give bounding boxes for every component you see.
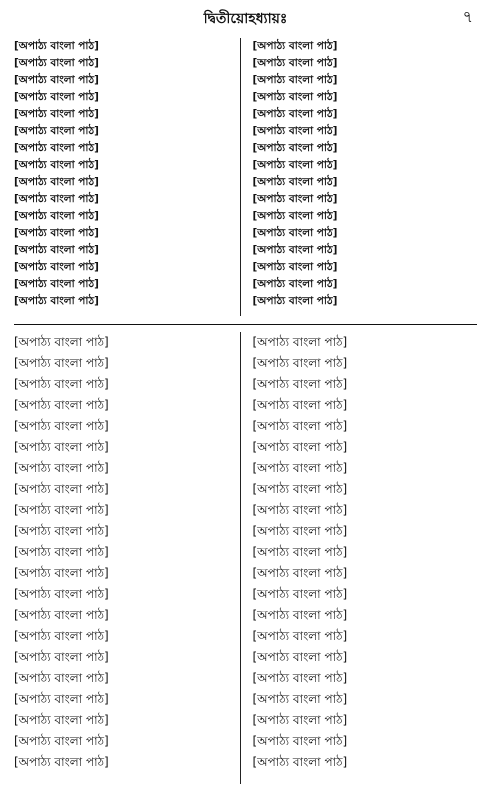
prose-line: [অপাঠ্য বাংলা পাঠ] xyxy=(252,524,348,538)
verse-block xyxy=(14,38,477,316)
verse-line: [অপাঠ্য বাংলা পাঠ] xyxy=(14,278,99,290)
prose-line: [অপাঠ্য বাংলা পাঠ] xyxy=(14,692,109,706)
prose-line: [অপাঠ্য বাংলা পাঠ] xyxy=(252,419,348,433)
prose-line: [অপাঠ্য বাংলা পাঠ] xyxy=(14,377,109,391)
verse-line: [অপাঠ্য বাংলা পাঠ] xyxy=(14,210,99,222)
verse-line: [অপাঠ্য বাংলা পাঠ] xyxy=(14,244,99,256)
prose-line: [অপাঠ্য বাংলা পাঠ] xyxy=(14,608,109,622)
prose-line: [অপাঠ্য বাংলা পাঠ] xyxy=(14,356,109,370)
prose-line: [অপাঠ্য বাংলা পাঠ] xyxy=(14,566,109,580)
prose-line: [অপাঠ্য বাংলা পাঠ] xyxy=(14,440,109,454)
prose-line: [অপাঠ্য বাংলা পাঠ] xyxy=(252,356,348,370)
verse-line: [অপাঠ্য বাংলা পাঠ] xyxy=(252,40,338,52)
prose-line: [অপাঠ্য বাংলা পাঠ] xyxy=(14,545,109,559)
verse-line: [অপাঠ্য বাংলা পাঠ] xyxy=(14,57,99,69)
prose-line: [অপাঠ্য বাংলা পাঠ] xyxy=(252,734,348,748)
verse-line: [অপাঠ্য বাংলা পাঠ] xyxy=(14,142,99,154)
prose-line: [অপাঠ্য বাংলা পাঠ] xyxy=(14,335,109,349)
prose-line: [অপাঠ্য বাংলা পাঠ] xyxy=(14,755,109,769)
prose-line: [অপাঠ্য বাংলা পাঠ] xyxy=(252,440,348,454)
prose-line: [অপাঠ্য বাংলা পাঠ] xyxy=(14,587,109,601)
prose-line: [অপাঠ্য বাংলা পাঠ] xyxy=(252,587,348,601)
verse-line: [অপাঠ্য বাংলা পাঠ] xyxy=(252,125,338,137)
prose-line: [অপাঠ্য বাংলা পাঠ] xyxy=(252,692,348,706)
prose-line: [অপাঠ্য বাংলা পাঠ] xyxy=(14,734,109,748)
prose-line: [অপাঠ্য বাংলা পাঠ] xyxy=(252,566,348,580)
verse-line: [অপাঠ্য বাংলা পাঠ] xyxy=(14,261,99,273)
prose-line: [অপাঠ্য বাংলা পাঠ] xyxy=(14,461,109,475)
verse-line: [অপাঠ্য বাংলা পাঠ] xyxy=(14,227,99,239)
verse-column-left xyxy=(14,38,241,316)
verse-line: [অপাঠ্য বাংলা পাঠ] xyxy=(252,210,338,222)
verse-line: [অপাঠ্য বাংলা পাঠ] xyxy=(14,125,99,137)
prose-line: [অপাঠ্য বাংলা পাঠ] xyxy=(252,713,348,727)
verse-line: [অপাঠ্য বাংলা পাঠ] xyxy=(252,193,338,205)
verse-line: [অপাঠ্য বাংলা পাঠ] xyxy=(252,108,338,120)
verse-line: [অপাঠ্য বাংলা পাঠ] xyxy=(14,91,99,103)
verse-line: [অপাঠ্য বাংলা পাঠ] xyxy=(252,57,338,69)
prose-line: [অপাঠ্য বাংলা পাঠ] xyxy=(14,398,109,412)
prose-line: [অপাঠ্য বাংলা পাঠ] xyxy=(14,629,109,643)
prose-line: [অপাঠ্য বাংলা পাঠ] xyxy=(14,419,109,433)
prose-line: [অপাঠ্য বাংলা পাঠ] xyxy=(252,608,348,622)
prose-block xyxy=(14,332,477,784)
verse-line: [অপাঠ্য বাংলা পাঠ] xyxy=(14,193,99,205)
verse-column-right xyxy=(251,38,478,316)
verse-line: [অপাঠ্য বাংলা পাঠ] xyxy=(14,176,99,188)
running-title: দ্বিতীয়োহধ্যায়ঃ xyxy=(203,11,288,27)
prose-column-left xyxy=(14,332,241,784)
prose-line: [অপাঠ্য বাংলা পাঠ] xyxy=(252,398,348,412)
prose-line: [অপাঠ্য বাংলা পাঠ] xyxy=(252,482,348,496)
verse-line: [অপাঠ্য বাংলা পাঠ] xyxy=(252,91,338,103)
prose-line: [অপাঠ্য বাংলা পাঠ] xyxy=(252,629,348,643)
prose-line: [অপাঠ্য বাংলা পাঠ] xyxy=(14,503,109,517)
verse-line: [অপাঠ্য বাংলা পাঠ] xyxy=(14,40,99,52)
verse-line: [অপাঠ্য বাংলা পাঠ] xyxy=(252,159,338,171)
section-divider xyxy=(14,324,477,325)
verse-line: [অপাঠ্য বাংলা পাঠ] xyxy=(252,244,338,256)
prose-line: [অপাঠ্য বাংলা পাঠ] xyxy=(252,461,348,475)
running-header xyxy=(14,8,477,32)
prose-line: [অপাঠ্য বাংলা পাঠ] xyxy=(14,671,109,685)
verse-line: [অপাঠ্য বাংলা পাঠ] xyxy=(252,74,338,86)
prose-line: [অপাঠ্য বাংলা পাঠ] xyxy=(252,377,348,391)
verse-line: [অপাঠ্য বাংলা পাঠ] xyxy=(252,261,338,273)
prose-line: [অপাঠ্য বাংলা পাঠ] xyxy=(252,503,348,517)
prose-line: [অপাঠ্য বাংলা পাঠ] xyxy=(14,482,109,496)
prose-line: [অপাঠ্য বাংলা পাঠ] xyxy=(252,650,348,664)
prose-line: [অপাঠ্য বাংলা পাঠ] xyxy=(14,713,109,727)
prose-line: [অপাঠ্য বাংলা পাঠ] xyxy=(252,671,348,685)
verse-line: [অপাঠ্য বাংলা পাঠ] xyxy=(14,295,99,307)
prose-column-right xyxy=(251,332,478,784)
page-number: ৭ xyxy=(462,7,473,26)
prose-line: [অপাঠ্য বাংলা পাঠ] xyxy=(252,545,348,559)
verse-line: [অপাঠ্য বাংলা পাঠ] xyxy=(252,176,338,188)
prose-line: [অপাঠ্য বাংলা পাঠ] xyxy=(252,755,348,769)
verse-line: [অপাঠ্য বাংলা পাঠ] xyxy=(14,74,99,86)
verse-line: [অপাঠ্য বাংলা পাঠ] xyxy=(252,278,338,290)
verse-line: [অপাঠ্য বাংলা পাঠ] xyxy=(252,142,338,154)
verse-line: [অপাঠ্য বাংলা পাঠ] xyxy=(252,227,338,239)
verse-line: [অপাঠ্য বাংলা পাঠ] xyxy=(252,295,338,307)
prose-line: [অপাঠ্য বাংলা পাঠ] xyxy=(14,650,109,664)
prose-line: [অপাঠ্য বাংলা পাঠ] xyxy=(252,335,348,349)
verse-line: [অপাঠ্য বাংলা পাঠ] xyxy=(14,108,99,120)
prose-line: [অপাঠ্য বাংলা পাঠ] xyxy=(14,524,109,538)
verse-line: [অপাঠ্য বাংলা পাঠ] xyxy=(14,159,99,171)
